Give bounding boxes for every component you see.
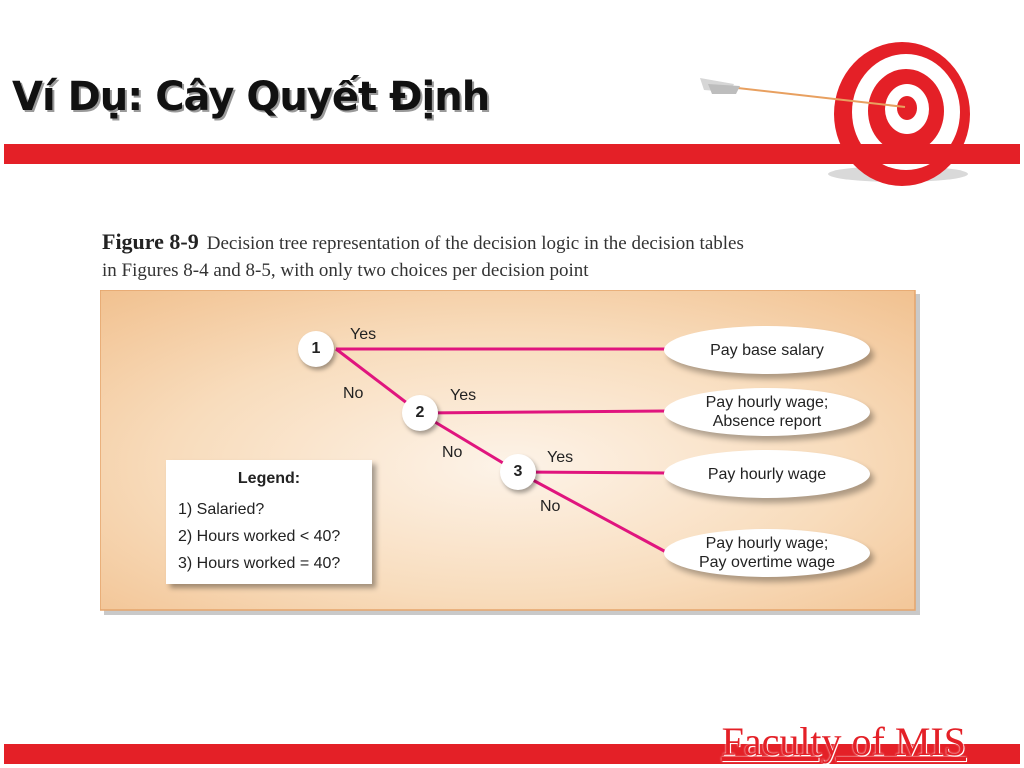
branch-label-2-no: No — [442, 444, 463, 461]
decision-node-2: 2 — [402, 395, 438, 431]
figure-number: Figure 8-9 — [102, 229, 199, 254]
branch-label-3-no: No — [540, 498, 561, 515]
branch-label-1-yes: Yes — [350, 326, 377, 343]
legend-box — [166, 460, 372, 584]
outcome-pay-base-salary: Pay base salary — [664, 326, 870, 374]
slide-title: Ví Dụ: Cây Quyết Định — [12, 74, 490, 120]
header-bar — [4, 144, 1020, 164]
edge-2-yes — [420, 411, 666, 413]
branch-label-1-no: No — [343, 385, 364, 402]
caption-line-1: Decision tree representation of the decision logic in the decision tables — [206, 233, 744, 254]
branch-label-3-yes: Yes — [547, 449, 574, 466]
footer-label: Faculty of MIS — [721, 719, 966, 764]
edge-3-yes — [518, 472, 666, 473]
decision-tree-diagram — [100, 290, 920, 615]
legend-item-1: 1) Salaried? — [178, 501, 265, 518]
outcome-hourly-absence: Pay hourly wage; Absence report — [664, 388, 870, 436]
target-arrow-icon — [700, 40, 980, 190]
outcome-pay-hourly-wage: Pay hourly wage — [664, 450, 870, 498]
legend-item-3: 3) Hours worked = 40? — [178, 555, 341, 572]
decision-node-3: 3 — [500, 454, 536, 490]
outcome-hourly-overtime: Pay hourly wage; Pay overtime wage — [664, 529, 870, 577]
branch-label-2-yes: Yes — [450, 387, 477, 404]
decision-node-1: 1 — [298, 331, 334, 367]
legend-item-2: 2) Hours worked < 40? — [178, 528, 341, 545]
caption-line-2: in Figures 8-4 and 8-5, with only two choices per decision point — [102, 260, 589, 281]
figure-caption — [102, 228, 892, 284]
legend-title: Legend: — [237, 470, 301, 487]
